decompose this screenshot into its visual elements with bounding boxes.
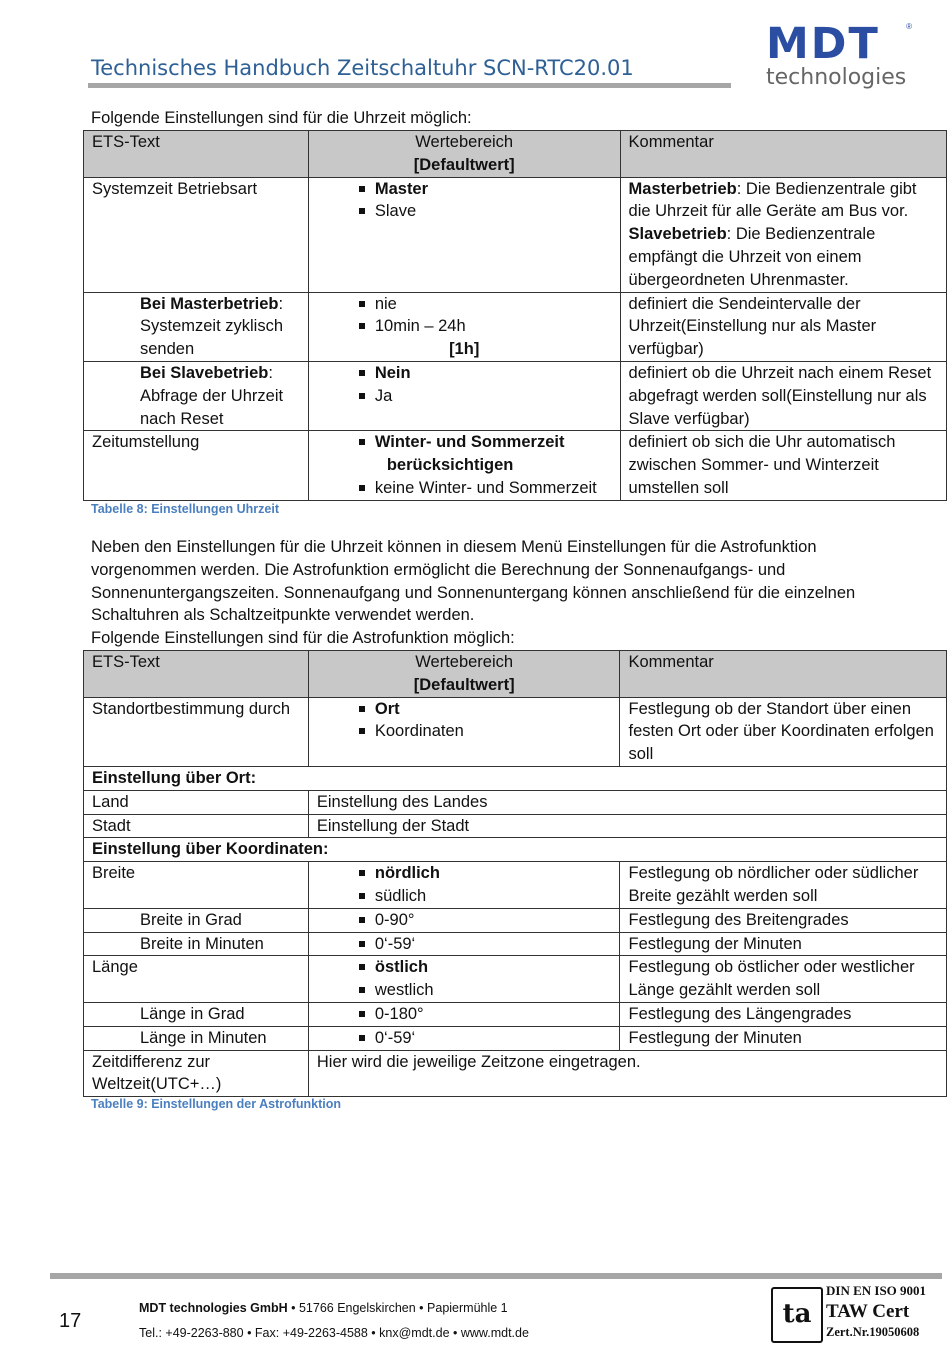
subheader-ort: Einstellung über Ort: (84, 766, 947, 790)
table-row (84, 908, 947, 932)
row-comment (620, 177, 946, 292)
option-default: Ort (359, 698, 612, 721)
comment-text: : Die Bedienzentrale gibt die Uhrzeit für alle Geräte am Bus vor. (628, 179, 917, 221)
row-comment: Festlegung des Längengrades (620, 1002, 947, 1026)
row-comment: Festlegung der Minuten (620, 1026, 947, 1050)
option: nie (359, 293, 612, 316)
table-row (84, 1050, 947, 1097)
taw-logo: ta (771, 1287, 823, 1343)
option-default: Nein (359, 362, 612, 385)
option: westlich (359, 979, 612, 1002)
row-label: Länge in Minuten (84, 1026, 309, 1050)
option-text: Winter- und Sommerzeit (374, 433, 565, 452)
option-text: berücksichtigen (386, 456, 514, 475)
footer-contact: Tel.: +49-2263-880 • Fax: +49-2263-4588 • knx@mdt.de • www.mdt.de (139, 1326, 529, 1340)
section1-intro: Folgende Einstellungen sind für die Uhrzeit möglich: (91, 109, 472, 127)
page-number: 17 (59, 1310, 82, 1332)
row-options (308, 1002, 620, 1026)
table-row (84, 862, 947, 909)
certification-badge (771, 1283, 943, 1343)
table-row (84, 177, 947, 292)
row-options (308, 292, 620, 361)
table-row (84, 932, 947, 956)
row-comment: Festlegung des Breitengrades (620, 908, 947, 932)
option: Ja (359, 385, 612, 408)
option-default (359, 431, 612, 477)
label-text: Systemzeit zyklisch senden (140, 317, 284, 359)
row-label: Zeitdifferenz zur Weltzeit(UTC+…) (84, 1050, 309, 1097)
label-bold: Bei Slavebetrieb (140, 363, 269, 382)
logo-main-text: MDT (766, 19, 880, 69)
header-divider (88, 83, 731, 88)
body-paragraph: Neben den Einstellungen für die Uhrzeit können in diesem Menü Einstellungen für die Astrofunktion vorgenommen werden. Die Astrofunktion ermöglicht die Berechnung der Sonnenaufgangs- und Sonnenuntergangszeiten. Sonnenaufgang und Sonnenuntergang können anschließend für die einzelnen Schaltuhren als Schaltzeitpunkte verwendet werden. (91, 538, 856, 625)
row-options (308, 431, 620, 500)
header-ets-text: ETS-Text (84, 131, 309, 178)
row-value: Hier wird die jeweilige Zeitzone eingetragen. (308, 1050, 946, 1097)
option: 10min – 24h (359, 315, 612, 338)
option: 0‘-59‘ (359, 933, 612, 956)
table-row (84, 790, 947, 814)
header-wertebereich-label: Wertebereich (415, 653, 514, 671)
row-label: Länge in Grad (84, 1002, 309, 1026)
table-row (84, 814, 947, 838)
row-comment: Festlegung ob der Standort über einen festen Ort oder über Koordinaten erfolgen soll (620, 697, 947, 766)
comment-term: Masterbetrieb (628, 179, 737, 198)
row-comment: definiert die Sendeintervalle der Uhrzeit(Einstellung nur als Master verfügbar) (620, 292, 946, 361)
row-options (308, 361, 620, 430)
footer-company: MDT technologies GmbH (139, 1301, 288, 1315)
header-ets-text: ETS-Text (84, 651, 309, 698)
row-label: Zeitumstellung (84, 431, 309, 500)
option-default: Master (359, 178, 612, 201)
label-bold: Bei Masterbetrieb (140, 294, 279, 313)
option: Slave (359, 200, 612, 223)
option: südlich (359, 885, 612, 908)
table-astrofunktion (83, 650, 947, 1097)
option: Koordinaten (359, 720, 612, 743)
table-row (84, 431, 947, 500)
table-row (84, 697, 947, 766)
cert-standard: DIN EN ISO 9001 (826, 1283, 927, 1298)
table-row (84, 1026, 947, 1050)
table-caption: Tabelle 9: Einstellungen der Astrofunktion (91, 1097, 342, 1111)
row-comment: Festlegung der Minuten (620, 932, 947, 956)
cert-number: Zert.Nr.19050608 (826, 1325, 920, 1339)
table-caption: Tabelle 8: Einstellungen Uhrzeit (91, 502, 279, 516)
comment-text: : Die Bedienzentrale empfängt die Uhrzeit von einem übergeordneten Uhrenmaster. (628, 225, 876, 289)
footer-address-text: • 51766 Engelskirchen • Papiermühle 1 (291, 1301, 508, 1315)
label-colon: : (268, 363, 273, 382)
option: keine Winter- und Sommerzeit (359, 477, 612, 500)
row-value: Einstellung der Stadt (308, 814, 946, 838)
row-options (308, 932, 620, 956)
registered-mark: ® (906, 22, 912, 31)
default-value: [1h] (449, 340, 480, 359)
subheader-koordinaten: Einstellung über Koordinaten: (84, 838, 947, 862)
row-label (84, 361, 309, 430)
option: 0-180° (359, 1003, 612, 1026)
comment-term: Slavebetrieb (628, 225, 727, 244)
section2-intro: Folgende Einstellungen sind für die Astrofunktion möglich: (91, 629, 515, 647)
row-label: Systemzeit Betriebsart (84, 177, 309, 292)
option-default: nördlich (359, 862, 612, 885)
header-kommentar: Kommentar (620, 131, 946, 178)
mdt-logo (766, 19, 916, 98)
logo-sub-text: technologies (766, 65, 907, 90)
footer-divider (50, 1273, 942, 1279)
header-wertebereich-label: Wertebereich (415, 133, 514, 151)
footer-address (139, 1301, 508, 1315)
row-comment: definiert ob die Uhrzeit nach einem Reset abgefragt werden soll(Einstellung nur als Slave verfügbar) (620, 361, 946, 430)
row-options (308, 908, 620, 932)
row-comment: definiert ob sich die Uhr automatisch zwischen Sommer- und Winterzeit umstellen soll (620, 431, 946, 500)
header-wertebereich (308, 131, 620, 178)
row-label (84, 292, 309, 361)
table-row (84, 361, 947, 430)
row-label: Breite in Grad (84, 908, 309, 932)
header-defaultwert: [Defaultwert] (413, 155, 515, 174)
row-options (308, 1026, 620, 1050)
row-comment: Festlegung ob östlicher oder westlicher Länge gezählt werden soll (620, 956, 947, 1003)
header-kommentar: Kommentar (620, 651, 947, 698)
table-row (84, 1002, 947, 1026)
row-options (308, 697, 620, 766)
option: 0‘-59‘ (359, 1027, 612, 1050)
row-label: Land (84, 790, 309, 814)
header-defaultwert: [Defaultwert] (413, 675, 515, 694)
row-label: Breite (84, 862, 309, 909)
row-options (308, 862, 620, 909)
row-options (308, 956, 620, 1003)
table-row (84, 292, 947, 361)
row-label: Breite in Minuten (84, 932, 309, 956)
option-default: östlich (359, 956, 612, 979)
table-row (84, 956, 947, 1003)
subheader-row (84, 838, 947, 862)
row-comment: Festlegung ob nördlicher oder südlicher Breite gezählt werden soll (620, 862, 947, 909)
table-header-row (84, 651, 947, 698)
document-title: Technisches Handbuch Zeitschaltuhr SCN-RTC20.01 (91, 56, 634, 80)
row-label: Standortbestimmung durch (84, 697, 309, 766)
table-uhrzeit (83, 130, 947, 501)
cert-name: TAW Cert (826, 1301, 910, 1322)
option: 0-90° (359, 909, 612, 932)
row-label: Länge (84, 956, 309, 1003)
label-text: Abfrage der Uhrzeit nach Reset (140, 386, 284, 428)
header-wertebereich (308, 651, 620, 698)
row-options (308, 177, 620, 292)
row-value: Einstellung des Landes (308, 790, 946, 814)
label-colon: : (278, 294, 284, 313)
subheader-row (84, 766, 947, 790)
row-label: Stadt (84, 814, 309, 838)
table-header-row (84, 131, 947, 178)
